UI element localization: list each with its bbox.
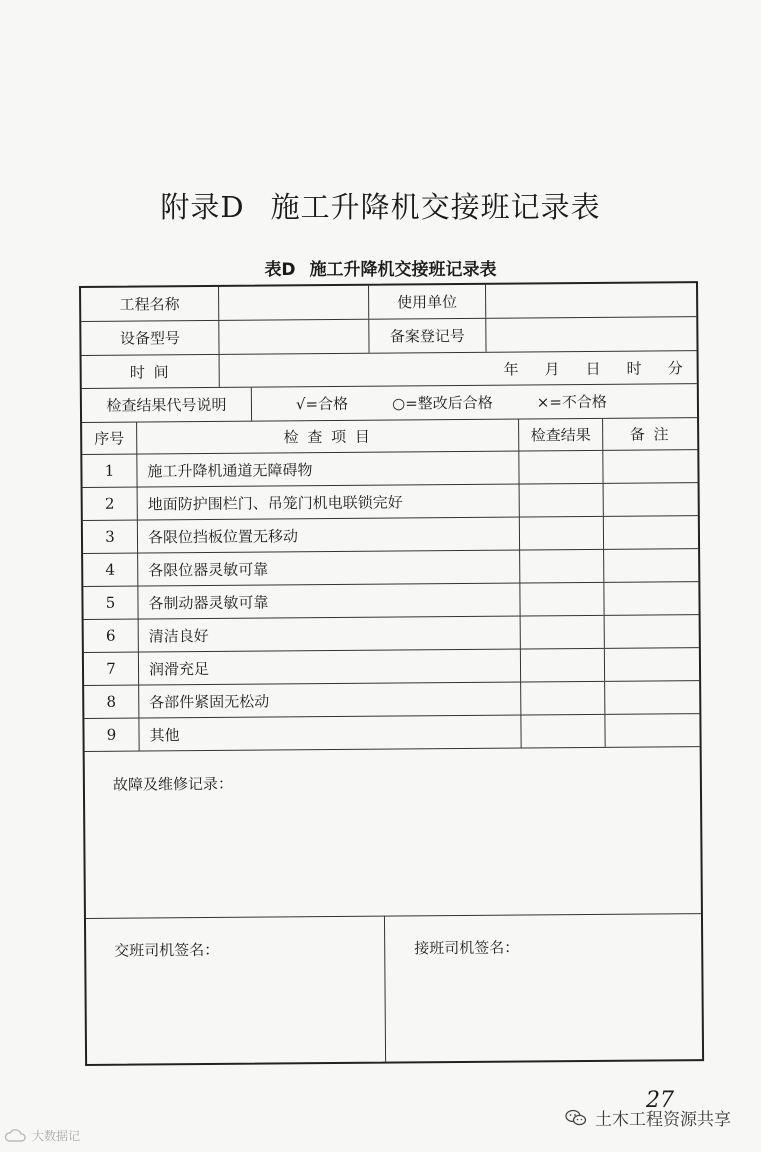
row-legend xyxy=(82,384,697,423)
row-equipment xyxy=(81,317,696,356)
row-item: 各制动器灵敏可靠 xyxy=(138,584,520,619)
row-remark[interactable] xyxy=(605,714,699,747)
legend-items xyxy=(252,384,697,420)
row-no: 4 xyxy=(83,554,138,586)
row-item: 各部件紧固无松动 xyxy=(139,683,521,718)
filing-reg-value[interactable] xyxy=(486,317,696,352)
row-no: 3 xyxy=(83,521,138,553)
row-result[interactable] xyxy=(521,616,605,649)
row-no: 5 xyxy=(83,587,138,619)
appendix-title: 施工升降机交接班记录表 xyxy=(270,190,601,225)
user-unit-value[interactable] xyxy=(486,283,696,318)
unit-year: 年 xyxy=(503,360,519,379)
row-result[interactable] xyxy=(521,649,605,682)
watermark-right-text: 土木工程资源共享 xyxy=(595,1110,731,1130)
wechat-icon xyxy=(565,1109,587,1127)
row-result[interactable] xyxy=(521,715,605,748)
row-remark[interactable] xyxy=(605,681,699,714)
legend-fail: ×=不合格 xyxy=(536,392,607,412)
legend-label: 检查结果代号说明 xyxy=(82,388,252,422)
table-caption xyxy=(0,255,761,280)
table-row xyxy=(83,516,698,554)
row-remark[interactable] xyxy=(604,483,698,516)
table-row xyxy=(83,483,698,521)
table-row xyxy=(83,582,698,620)
row-item: 各限位挡板位置无移动 xyxy=(138,518,520,553)
project-name-value[interactable] xyxy=(219,286,369,320)
row-result[interactable] xyxy=(520,517,604,550)
row-remark[interactable] xyxy=(604,582,698,615)
row-item: 各限位器灵敏可靠 xyxy=(138,551,520,586)
row-item: 地面防护围栏门、吊笼门机电联锁完好 xyxy=(138,485,520,520)
time-value[interactable] xyxy=(220,351,697,387)
table-row xyxy=(84,615,699,653)
user-unit-label: 使用单位 xyxy=(369,285,486,319)
signature-area xyxy=(86,913,702,1064)
appendix-code: 附录D xyxy=(160,190,245,225)
row-item: 施工升降机通道无障碍物 xyxy=(137,452,519,487)
fault-record-label: 故障及维修记录： xyxy=(112,774,234,794)
unit-day: 日 xyxy=(585,359,601,378)
time-label: 时 间 xyxy=(82,355,220,388)
table-code: 表D xyxy=(264,260,296,280)
table-row xyxy=(84,681,699,719)
row-remark[interactable] xyxy=(605,648,699,681)
header-no: 序号 xyxy=(82,423,137,454)
project-name-label: 工程名称 xyxy=(81,287,219,321)
watermark-left-text: 大数据记 xyxy=(32,1129,81,1143)
page-number: 27 xyxy=(646,1088,674,1113)
takeover-sign-label: 接班司机签名： xyxy=(414,938,520,958)
legend-pass: √=合格 xyxy=(295,394,349,414)
cloud-logo-icon xyxy=(4,1129,28,1143)
handover-sign-label: 交班司机签名： xyxy=(114,940,220,960)
table-row xyxy=(83,549,698,587)
row-remark[interactable] xyxy=(605,615,699,648)
unit-hour: 时 xyxy=(626,359,642,378)
row-result[interactable] xyxy=(520,583,604,616)
table-header-row xyxy=(82,418,697,455)
row-item: 清洁良好 xyxy=(139,617,521,652)
row-result[interactable] xyxy=(520,484,604,517)
header-result: 检查结果 xyxy=(519,419,603,451)
row-no: 7 xyxy=(84,653,139,685)
legend-rectified: ○=整改后合格 xyxy=(392,393,493,413)
row-no: 1 xyxy=(82,455,137,487)
watermark-left xyxy=(4,1127,80,1144)
table-title: 施工升降机交接班记录表 xyxy=(309,260,497,280)
table-row xyxy=(82,450,697,488)
fault-record-area[interactable] xyxy=(85,747,701,918)
row-no: 6 xyxy=(84,620,139,652)
unit-month: 月 xyxy=(544,359,560,378)
table-row xyxy=(84,648,699,686)
page-title xyxy=(0,185,761,226)
header-remark: 备 注 xyxy=(629,425,671,444)
row-no: 2 xyxy=(83,488,138,520)
row-item: 润滑充足 xyxy=(139,650,521,685)
handover-record-table xyxy=(79,281,704,1066)
watermark-right xyxy=(565,1105,731,1130)
row-no: 8 xyxy=(84,686,139,718)
row-remark[interactable] xyxy=(604,516,698,549)
header-item: 检 查 项 目 xyxy=(137,420,519,454)
filing-reg-label: 备案登记号 xyxy=(369,319,486,353)
row-result[interactable] xyxy=(519,451,603,484)
row-result[interactable] xyxy=(520,550,604,583)
takeover-sign-field[interactable] xyxy=(385,913,702,1061)
row-item: 其他 xyxy=(139,716,521,751)
row-remark[interactable] xyxy=(603,450,697,483)
table-row xyxy=(84,714,699,752)
row-project xyxy=(81,283,696,322)
row-no: 9 xyxy=(84,719,139,751)
equipment-model-value[interactable] xyxy=(219,320,369,354)
row-remark[interactable] xyxy=(604,549,698,582)
equipment-model-label: 设备型号 xyxy=(81,321,219,355)
unit-minute: 分 xyxy=(667,358,683,377)
row-result[interactable] xyxy=(521,682,605,715)
row-time xyxy=(82,351,697,389)
handover-sign-field[interactable] xyxy=(86,916,385,1064)
